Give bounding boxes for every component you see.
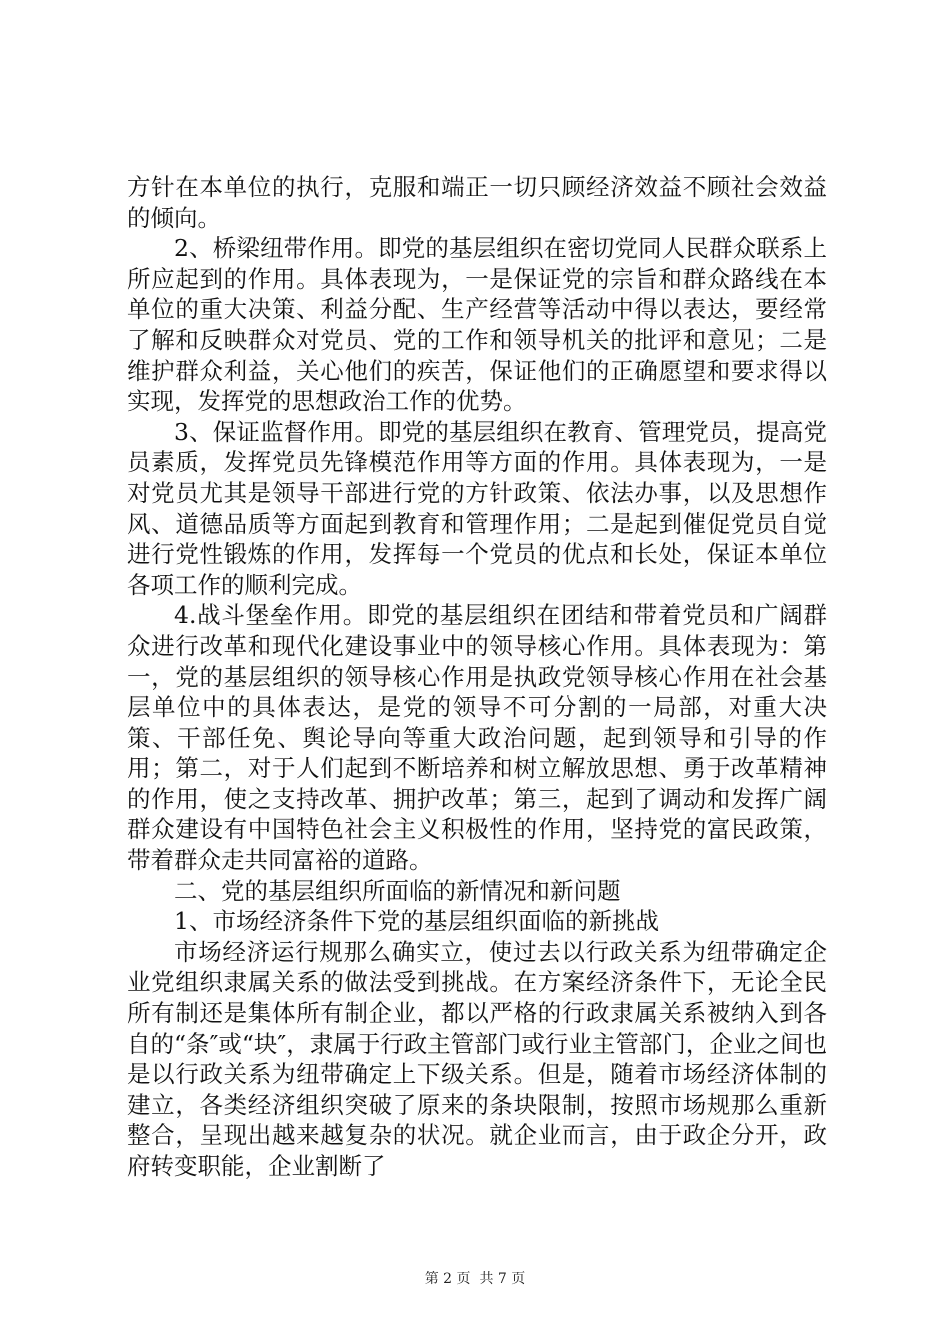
paragraph-bridge-role: 2、桥梁纽带作用。即党的基层组织在密切党同人民群众联系上所应起到的作用。具体表现为，一是保证党的宗旨和群众路线在本单位的重大决策、利益分配、生产经营等活动中得以表达，要经常了解和反映群众对党员、党的工作和领导机关的批评和意见；二是维护群众利益，关心他们的疾苦，保证他们的正确愿望和要求得以实现，发挥党的思想政治工作的优势。 [127, 234, 827, 416]
body-text [127, 172, 827, 1182]
paragraph-supervision-role: 3、保证监督作用。即党的基层组织在教育、管理党员，提高党员素质，发挥党员先锋模范作用等方面的作用。具体表现为，一是对党员尤其是领导干部进行党的方针政策、依法办事，以及思想作风、道德品质等方面起到教育和管理作用；二是起到催促党员自觉进行党性锻炼的作用，发挥每一个党员的优点和长处，保证本单位各项工作的顺利完成。 [127, 417, 827, 599]
paragraph-market-economy: 市场经济运行规那么确实立，使过去以行政关系为纽带确定企业党组织隶属关系的做法受到挑战。在方案经济条件下，无论全民所有制还是集体所有制企业，都以严格的行政隶属关系被纳入到各自的“条″或“块″，隶属于行政主管部门或行业主管部门，企业之间也是以行政关系为纽带确定上下级关系。但是，随着市场经济体制的建立，各类经济组织突破了原来的条块限制，按照市场规那么重新整合，呈现出越来越复杂的状况。就企业而言，由于政企分开，政府转变职能，企业割断了 [127, 937, 827, 1180]
subsection-heading: 1、市场经济条件下党的基层组织面临的新挑战 [174, 907, 659, 936]
paragraph-continuation: 方针在本单位的执行，克服和端正一切只顾经济效益不顾社会效益的倾向。 [127, 173, 827, 232]
section-heading: 二、党的基层组织所面临的新情况和新问题 [174, 876, 621, 905]
page-footer [0, 1268, 950, 1288]
page-number: 第 2 页 [424, 1271, 471, 1287]
paragraph-fortress-role: 4.战斗堡垒作用。即党的基层组织在团结和带着党员和广阔群众进行改革和现代化建设事业中的领导核心作用。具体表现为：第一，党的基层组织的领导核心作用是执政党领导核心作用在社会基层单位中的具体表达，是党的领导不可分割的一局部，对重大决策、干部任免、舆论导向等重大政治问题，起到领导和引导的作用；第二，对于人们起到不断培养和树立解放思想、勇于改革精神的作用，使之支持改革、拥护改革；第三，起到了调动和发挥广阔群众建设有中国特色社会主义积极性的作用，坚持党的富民政策，带着群众走共同富裕的道路。 [127, 601, 827, 875]
page-total: 共 7 页 [479, 1271, 526, 1287]
